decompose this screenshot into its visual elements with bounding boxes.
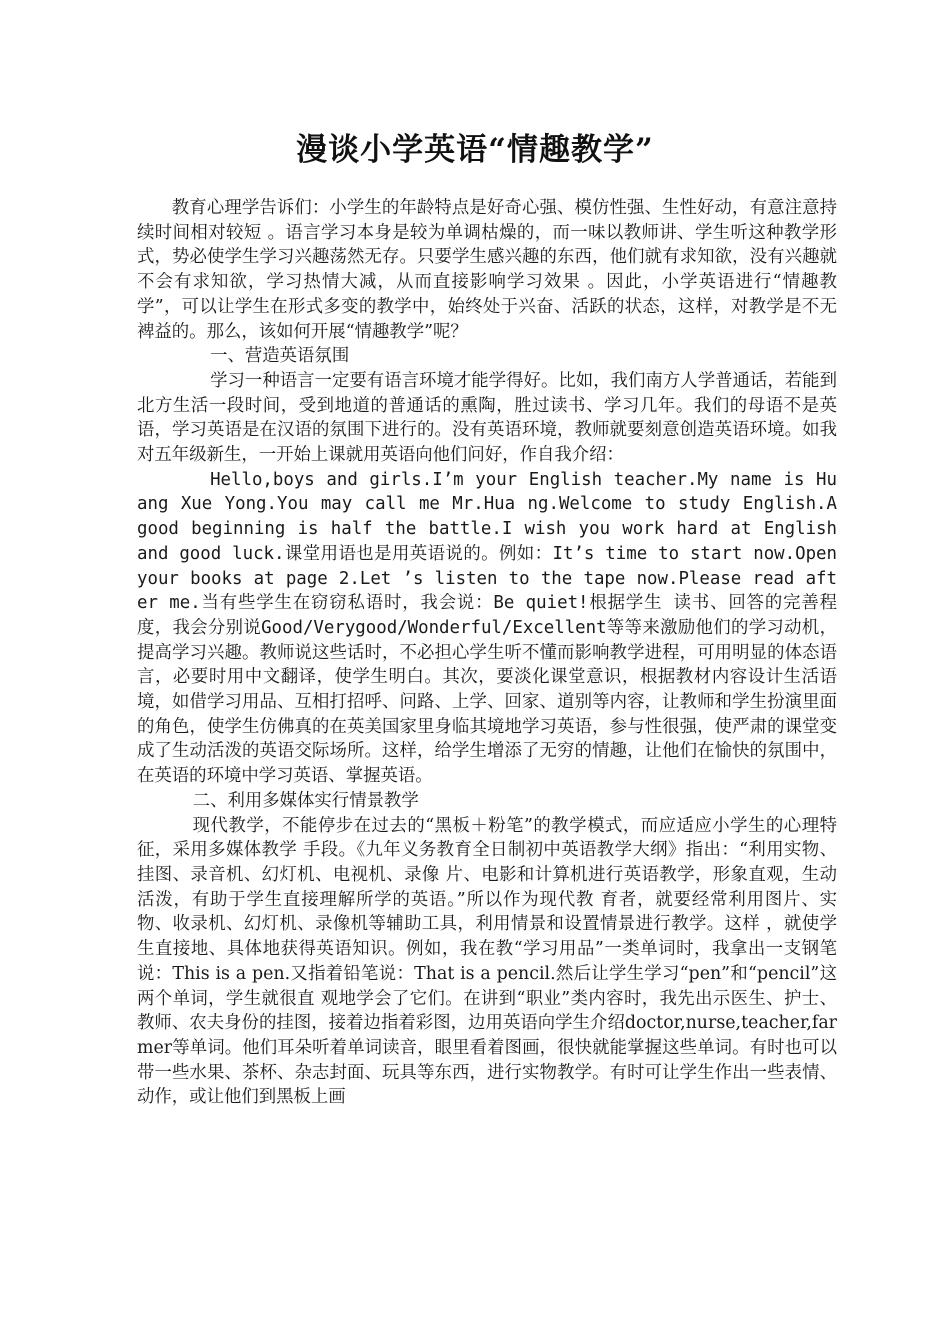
document-title: 漫谈小学英语“情趣教学” — [296, 132, 654, 168]
paragraph-section-1-example: Hello,boys and girls.I’m your English teacher.My name is Huang Xue Yong.You may call me Mr.Hua ng.Welcome to study English.A good beginning is half the battle.I wish you work hard at English and good luck.课堂用语也是用英语说的。例如：It’s time to start now.Open your books at page 2.Let ’s listen to the tape now.Please read after me.当有些学生在窃窃私语时，我会说：Be quiet!根据学生 读书、回答的完善程度，我会分别说Good/Verygood/Wonderful/Excellent等等来激励他们的学习动机，提高学习兴趣。教师说这些话时，不必担心学生听不懂而影响教学进程，可用明显的体态语言，必要时用中文翻译，使学生明白。其次，要淡化课堂意识，根据教材内容设计生活语境，如借学习用品、互相打招呼、问路、上学、回家、道别等内容，让教师和学生扮演里面的角色，使学生仿佛真的在英美国家里身临其境地学习英语，参与性很强，使严肃的课堂变成了生动活泼的英语交际场所。这样，给学生增添了无穷的情趣，让他们在愉快的氛围中，在英语的环境中学习英语、掌握英语。 — [137, 469, 837, 787]
section-heading-1: 一、营造英语氛围 — [210, 346, 350, 367]
paragraph-section-1-intro: 学习一种语言一定要有语言环境才能学得好。比如，我们南方人学普通话，若能到北方生活一段时间，受到地道的普通话的熏陶，胜过读书、学习几年。我们的母语不是英语，学习英语是在汉语的氛围下进行的。没有英语环境，教师就要刻意创造英语环境。如我对五年级新生，一开始上课就用英语向他们问好，作自我介绍： — [137, 370, 837, 466]
document-body — [137, 196, 837, 1110]
paragraph-section-2: 现代教学，不能停步在过去的“黑板＋粉笔”的教学模式，而应适应小学生的心理特征，采用多媒体教学 手段。《九年义务教育全日制初中英语教学大纲》指出：“利用实物、挂图、录音机、幻灯机、电视机、录像 片、电影和计算机进行英语教学，形象直观，生动活泼，有助于学生直接理解所学的英语。”所以作为现代教 育者，就要经常利用图片、实物、收录机、幻灯机、录像机等辅助工具，利用情景和设置情景进行教学。这样 ，就使学生直接地、具体地获得英语知识。例如，我在教“学习用品”一类单词时，我拿出一支钢笔说：This is a pen.又指着铅笔说：That is a pencil.然后让学生学习“pen”和“pencil”这两个单词，学生就很直 观地学会了它们。在讲到“职业”类内容时，我先出示医生、护士、教师、农夫身份的挂图，接着边指着彩图，边用英语向学生介绍doctor,nurse,teacher,farmer等单词。他们耳朵听着单词读音，眼里看着图画，很快就能掌握这些单词。有时也可以带一些水果、茶杯、杂志封面、玩具等东西，进行实物教学。有时可让学生作出一些表情、动作，或让他们到黑板上画 — [137, 815, 837, 1108]
paragraph-intro: 教育心理学告诉们：小学生的年龄特点是好奇心强、模仿性强、生性好动，有意注意持续时间相对较短 。语言学习本身是较为单调枯燥的，而一味以教师讲、学生听这种教学形式，势必使学生学习兴趣荡然无存。只要学生感兴趣的东西，他们就有求知欲，没有兴趣就不会有求知欲，学习热情大减，从而直接影响学习效果 。因此，小学英语进行“情趣教学”，可以让学生在形式多变的教学中，始终处于兴奋、活跃的状态，这样，对教学是不无裨益的。那么，该如何开展“情趣教学”呢？ — [137, 198, 837, 342]
section-heading-2: 二、利用多媒体实行情景教学 — [192, 790, 419, 811]
